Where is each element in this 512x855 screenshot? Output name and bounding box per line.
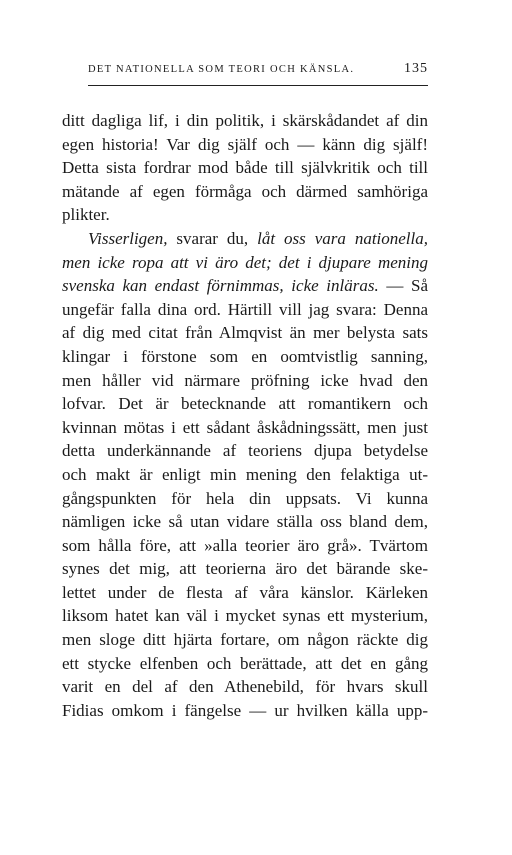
text-line — [62, 345, 428, 369]
text-line — [62, 227, 428, 251]
text-line-content — [62, 274, 428, 298]
text-segment: ett stycke elfenben och berättade, att det en gång — [62, 653, 428, 673]
text-line — [62, 604, 428, 628]
text-line — [62, 463, 428, 487]
text-segment: svarar du, — [167, 228, 258, 248]
text-segment: Detta sista fordrar mod både till självkritik och till — [62, 158, 428, 178]
text-segment: af dig med citat från Almqvist än mer belysta sats — [62, 323, 428, 343]
page-number: 135 — [404, 61, 428, 76]
text-segment: men håller vid närmare pröfning icke hvad den — [62, 370, 428, 390]
text-segment: varit en del af den Athenebild, för hvars skull — [62, 677, 428, 697]
text-segment: lettet under de flesta af våra känslor. Kärleken — [62, 582, 428, 602]
text-line-content — [62, 675, 428, 699]
text-segment: kvinnan mötas i ett sådant åskådningssätt, men just — [62, 417, 428, 437]
text-line-content — [62, 487, 428, 511]
text-segment: detta underkännande af teoriens djupa betydelse — [62, 441, 428, 461]
text-line-content — [62, 369, 428, 393]
text-segment: gångspunkten för hela din uppsats. Vi kunna — [62, 488, 428, 508]
text-line — [62, 628, 428, 652]
text-line-content — [62, 416, 428, 440]
text-line-content — [62, 251, 428, 275]
text-segment: — Så — [378, 276, 428, 296]
text-line — [62, 675, 428, 699]
text-segment: nämligen icke så utan vidare ställa oss bland dem, — [62, 512, 428, 532]
text-line-content — [62, 392, 428, 416]
text-line-content — [62, 109, 428, 133]
text-segment: mätande af egen förmåga och därmed samhöriga — [62, 181, 428, 201]
text-line — [62, 251, 428, 275]
text-line — [62, 699, 428, 723]
text-segment: men sloge ditt hjärta fortare, om någon räckte dig — [62, 630, 428, 650]
text-line — [62, 534, 428, 558]
text-line-content — [62, 463, 428, 487]
header-rule — [88, 85, 428, 86]
running-title: DET NATIONELLA SOM TEORI OCH KÄNSLA. — [88, 64, 355, 75]
text-segment: ditt dagliga lif, i din politik, i skärskådandet af din — [62, 111, 428, 130]
text-segment: som hålla före, att »alla teorier äro grå». Tvärtom — [62, 535, 428, 555]
text-segment: lofvar. Det är betecknande att romantikern och — [62, 394, 428, 414]
italic-text: men icke ropa att vi äro det; det i djupare mening — [62, 252, 428, 272]
text-segment: och makt är enligt min mening den felaktiga ut- — [62, 464, 428, 484]
text-segment: synes det mig, att teorierna äro det bärande ske- — [62, 559, 428, 579]
text-segment: Fidias omkom i fängelse — ur hvilken källa upp- — [62, 700, 428, 720]
text-line — [62, 274, 428, 298]
text-line-content — [62, 156, 428, 180]
text-line — [62, 321, 428, 345]
text-line — [62, 180, 428, 204]
text-segment: plikter. — [62, 205, 110, 225]
text-line-content — [62, 628, 428, 652]
text-line — [62, 133, 428, 157]
text-line-content — [88, 227, 428, 251]
text-segment: ungefär falla dina ord. Härtill vill jag svara: Denna — [62, 299, 428, 319]
text-line-content — [62, 203, 428, 227]
text-line-content — [62, 510, 428, 534]
text-line-content — [62, 180, 428, 204]
italic-text: svenska kan endast förnimmas, icke inläras. — [62, 276, 379, 296]
text-line — [62, 203, 428, 227]
text-line-content — [62, 557, 428, 581]
text-line — [62, 369, 428, 393]
text-line — [62, 510, 428, 534]
italic-text: Visserligen, — [88, 228, 168, 248]
text-line — [62, 109, 428, 133]
text-segment: liksom hatet kan väl i mycket synas ett mysterium, — [62, 606, 428, 626]
text-line-content — [62, 604, 428, 628]
text-line — [62, 581, 428, 605]
text-line-content — [62, 699, 428, 723]
text-line — [62, 416, 428, 440]
text-line-content — [62, 439, 428, 463]
text-line — [62, 557, 428, 581]
italic-text: låt oss vara nationella, — [257, 228, 429, 248]
text-segment: klingar i förstone som en oomtvistlig sanning, — [62, 346, 428, 366]
text-line — [62, 298, 428, 322]
text-line-content — [62, 581, 428, 605]
text-line-content — [62, 298, 428, 322]
body-text — [62, 109, 428, 722]
text-line-content — [62, 652, 428, 676]
text-line — [62, 652, 428, 676]
text-line-content — [62, 345, 428, 369]
text-line-content — [62, 133, 428, 157]
text-line — [62, 156, 428, 180]
text-line-content — [62, 534, 428, 558]
text-line — [62, 487, 428, 511]
text-line — [62, 439, 428, 463]
text-line-content — [62, 321, 428, 345]
text-segment: egen historia! Var dig själf och — känn dig själf! — [62, 134, 428, 154]
running-head — [88, 61, 428, 81]
text-line — [62, 392, 428, 416]
